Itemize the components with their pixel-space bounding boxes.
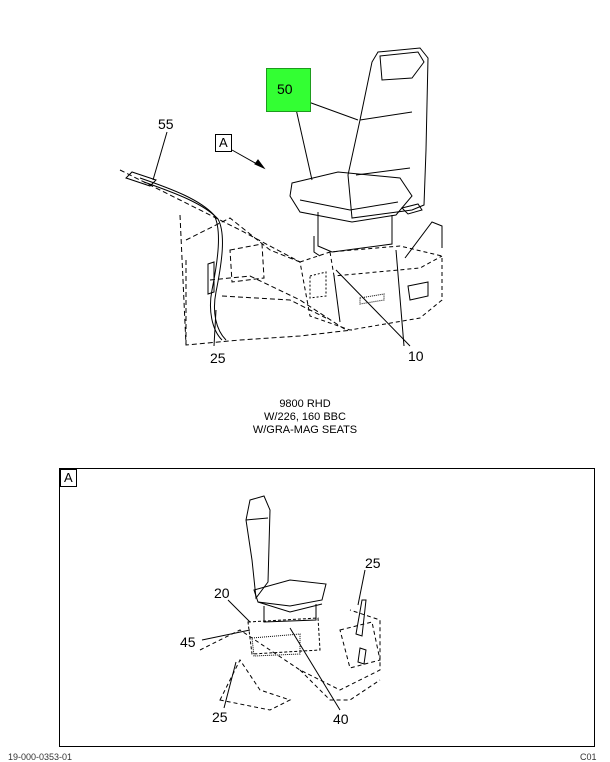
- detail-callout-25-top: 25: [365, 555, 381, 571]
- callout-25: 25: [210, 350, 226, 366]
- view-a-reference: A: [215, 134, 232, 152]
- detail-callout-40: 40: [333, 711, 349, 727]
- caption-line-1: 9800 RHD: [279, 398, 331, 410]
- footer-document-number: 19-000-0353-01: [8, 752, 73, 762]
- caption-line-3: W/GRA-MAG SEATS: [252, 424, 358, 436]
- detail-callout-25-bottom: 25: [212, 709, 228, 725]
- callout-10: 10: [408, 348, 424, 364]
- detail-a-frame: [59, 468, 595, 747]
- detail-callout-20: 20: [214, 585, 230, 601]
- callout-50: 50: [277, 81, 293, 97]
- detail-a-title: A: [60, 469, 77, 487]
- caption-line-2: W/226, 160 BBC: [264, 411, 346, 423]
- callout-55: 55: [158, 116, 174, 132]
- footer-page-code: C01: [580, 752, 597, 762]
- detail-callout-45: 45: [180, 634, 196, 650]
